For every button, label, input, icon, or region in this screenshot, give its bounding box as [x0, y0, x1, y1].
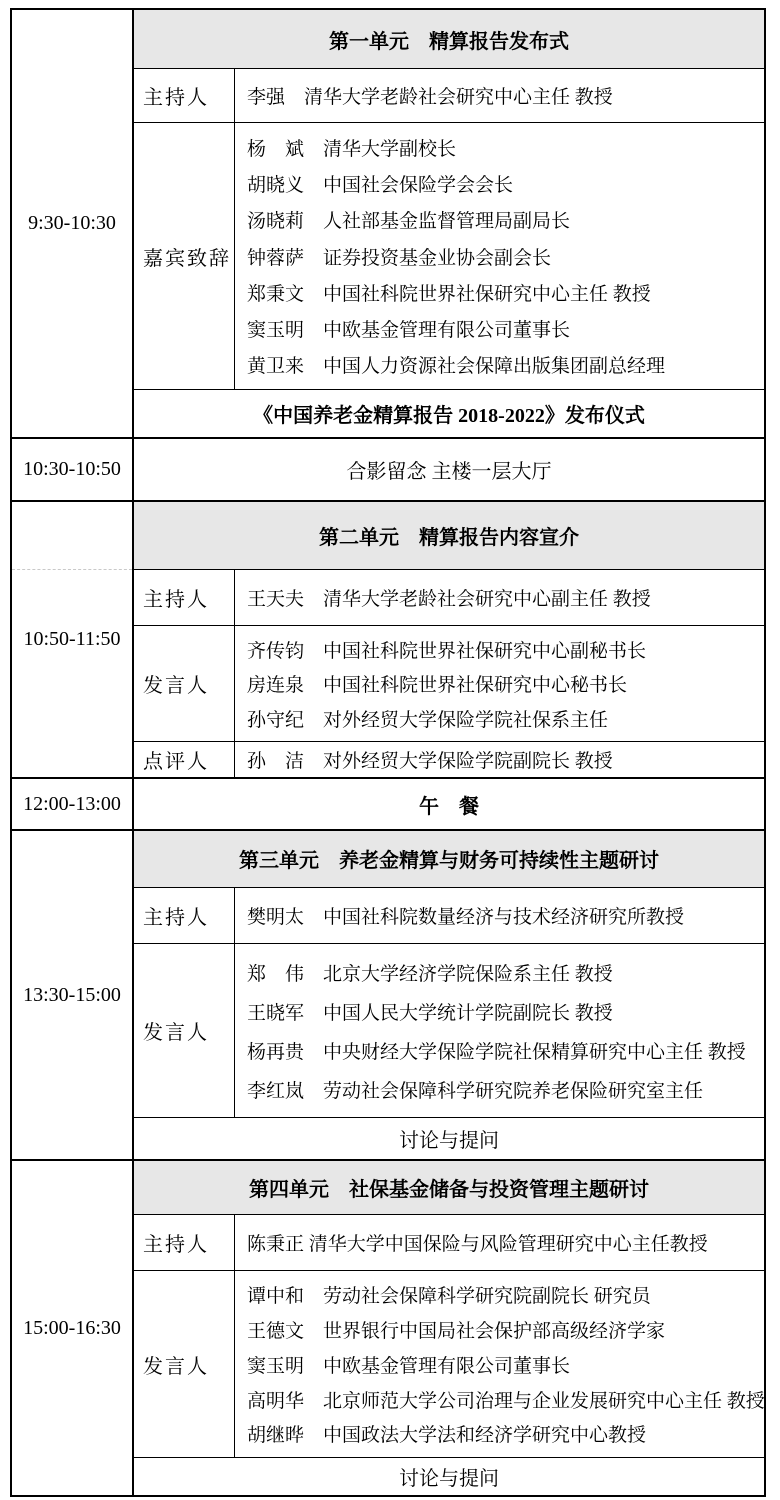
- speaker-line: 窦玉明 中欧基金管理有限公司董事长: [247, 1355, 571, 1377]
- photo-block: [12, 437, 764, 500]
- event-row: [134, 439, 764, 500]
- unit-title: 第四单元 社保基金储备与投资管理主题研讨: [249, 1178, 649, 1201]
- speaker-line: 陈秉正 清华大学中国保险与风险管理研究中心主任教授: [247, 1234, 708, 1256]
- time-slot: [12, 10, 134, 437]
- speaker-line: 孙 洁 对外经贸大学保险学院副院长 教授: [247, 751, 613, 773]
- role-label-host: 主持人: [134, 570, 235, 626]
- session-block-1: [12, 10, 764, 437]
- speaker-line: 胡晓义 中国社会保险学会会长: [247, 175, 514, 197]
- role-label-commentator: 点评人: [134, 742, 235, 777]
- speaker-line: 王德文 世界银行中国局社会保护部高级经济学家: [247, 1320, 666, 1342]
- session-block-4: [12, 1159, 764, 1495]
- speaker-line: 王晓军 中国人民大学统计学院副院长 教授: [247, 1002, 613, 1024]
- session-block-2: [12, 500, 764, 777]
- speaker-line: 杨 斌 清华大学副校长: [247, 139, 457, 161]
- discussion-row: [134, 1457, 764, 1495]
- time-slot: [12, 439, 134, 500]
- host-row: [134, 887, 764, 944]
- role-label-host: 主持人: [134, 1215, 235, 1271]
- session-body: [134, 1161, 764, 1495]
- speaker-line: 杨再贵 中央财经大学保险学院社保精算研究中心主任 教授: [247, 1041, 746, 1063]
- unit-header-row: [134, 502, 764, 569]
- speakers-row: [134, 625, 764, 741]
- speaker-line: 李红岚 劳动社会保障科学研究院养老保险研究室主任: [247, 1081, 704, 1103]
- session-block-3: [12, 829, 764, 1159]
- agenda-table: [10, 8, 766, 1497]
- discussion-title: 讨论与提问: [399, 1130, 499, 1153]
- time-label: 12:00-13:00: [23, 792, 121, 815]
- event-title: 合影留念 主楼一层大厅: [346, 461, 552, 483]
- session-body: [134, 10, 764, 437]
- speaker-line: 孙守纪 对外经贸大学保险学院社保系主任: [247, 709, 609, 731]
- unit-header-row: [134, 831, 764, 887]
- time-slot: [12, 1161, 134, 1495]
- session-body: [134, 439, 764, 500]
- speaker-line: 胡继晔 中国政法大学法和经济学研究中心教授: [247, 1425, 647, 1447]
- host-row: [134, 1214, 764, 1271]
- speaker-line: 郑 伟 北京大学经济学院保险系主任 教授: [247, 963, 613, 985]
- event-title: 午 餐: [419, 795, 479, 818]
- time-slot: [12, 831, 134, 1159]
- session-body: [134, 831, 764, 1159]
- speaker-line: 樊明太 中国社科院数量经济与技术经济研究所教授: [247, 906, 685, 928]
- host-row: [134, 569, 764, 626]
- role-label-guests: 嘉宾致辞: [134, 123, 235, 389]
- speaker-line: 高明华 北京师范大学公司治理与企业发展研究中心主任 教授: [247, 1390, 765, 1412]
- speaker-line: 黄卫来 中国人力资源社会保障出版集团副总经理: [247, 355, 666, 377]
- event-row: [134, 779, 764, 829]
- discussion-title: 讨论与提问: [399, 1468, 499, 1491]
- speaker-line: 王天夫 清华大学老龄社会研究中心副主任 教授: [247, 588, 651, 610]
- speaker-line: 齐传钧 中国社科院世界社保研究中心副秘书长: [247, 640, 647, 662]
- speaker-line: 钟蓉萨 证券投资基金业协会副会长: [247, 247, 552, 269]
- role-label-speakers: 发言人: [134, 1271, 235, 1457]
- speaker-list-cell: [235, 944, 764, 1117]
- host-row: [134, 68, 764, 122]
- speaker-list-cell: [235, 626, 764, 741]
- role-label-host: 主持人: [134, 69, 235, 122]
- ceremony-row: [134, 389, 764, 437]
- ceremony-title: 《中国养老金精算报告 2018-2022》发布仪式: [253, 405, 645, 427]
- commentator-row: [134, 741, 764, 777]
- speaker-line: 房连泉 中国社科院世界社保研究中心秘书长: [247, 675, 628, 697]
- speakers-row: [134, 1270, 764, 1457]
- time-slot: [12, 502, 134, 777]
- host-cell: [235, 1215, 764, 1271]
- session-body: [134, 502, 764, 777]
- host-cell: [235, 888, 764, 944]
- dashed-divider: [12, 569, 132, 570]
- speaker-line: 窦玉明 中欧基金管理有限公司董事长: [247, 319, 571, 341]
- unit-title: 第一单元 精算报告发布式: [329, 30, 569, 53]
- time-label: 10:50-11:50: [23, 628, 121, 650]
- unit-title: 第二单元 精算报告内容宣介: [319, 526, 579, 549]
- session-body: [134, 779, 764, 829]
- speaker-line: 谭中和 劳动社会保障科学研究院副院长 研究员: [247, 1286, 651, 1308]
- commentator-cell: [235, 742, 764, 777]
- speaker-list-cell: [235, 1271, 764, 1457]
- role-label-speakers: 发言人: [134, 944, 235, 1117]
- discussion-row: [134, 1117, 764, 1159]
- guest-speeches-row: [134, 122, 764, 389]
- time-label: 13:30-15:00: [23, 983, 121, 1006]
- speakers-row: [134, 943, 764, 1117]
- role-label-host: 主持人: [134, 888, 235, 944]
- lunch-block: [12, 777, 764, 829]
- role-label-speakers: 发言人: [134, 626, 235, 741]
- speaker-line: 郑秉文 中国社科院世界社保研究中心主任 教授: [247, 283, 651, 305]
- host-cell: [235, 69, 764, 122]
- time-label: 10:30-10:50: [23, 458, 121, 480]
- time-slot: [12, 779, 134, 829]
- speaker-line: 汤晓莉 人社部基金监督管理局副局长: [247, 211, 571, 233]
- unit-header-row: [134, 1161, 764, 1214]
- host-cell: [235, 570, 764, 626]
- guest-list-cell: [235, 123, 764, 389]
- speaker-line: 李强 清华大学老龄社会研究中心主任 教授: [247, 87, 613, 108]
- unit-title: 第三单元 养老金精算与财务可持续性主题研讨: [239, 850, 659, 873]
- time-label: 15:00-16:30: [23, 1316, 121, 1339]
- unit-header-row: [134, 10, 764, 68]
- time-label: 9:30-10:30: [28, 212, 116, 234]
